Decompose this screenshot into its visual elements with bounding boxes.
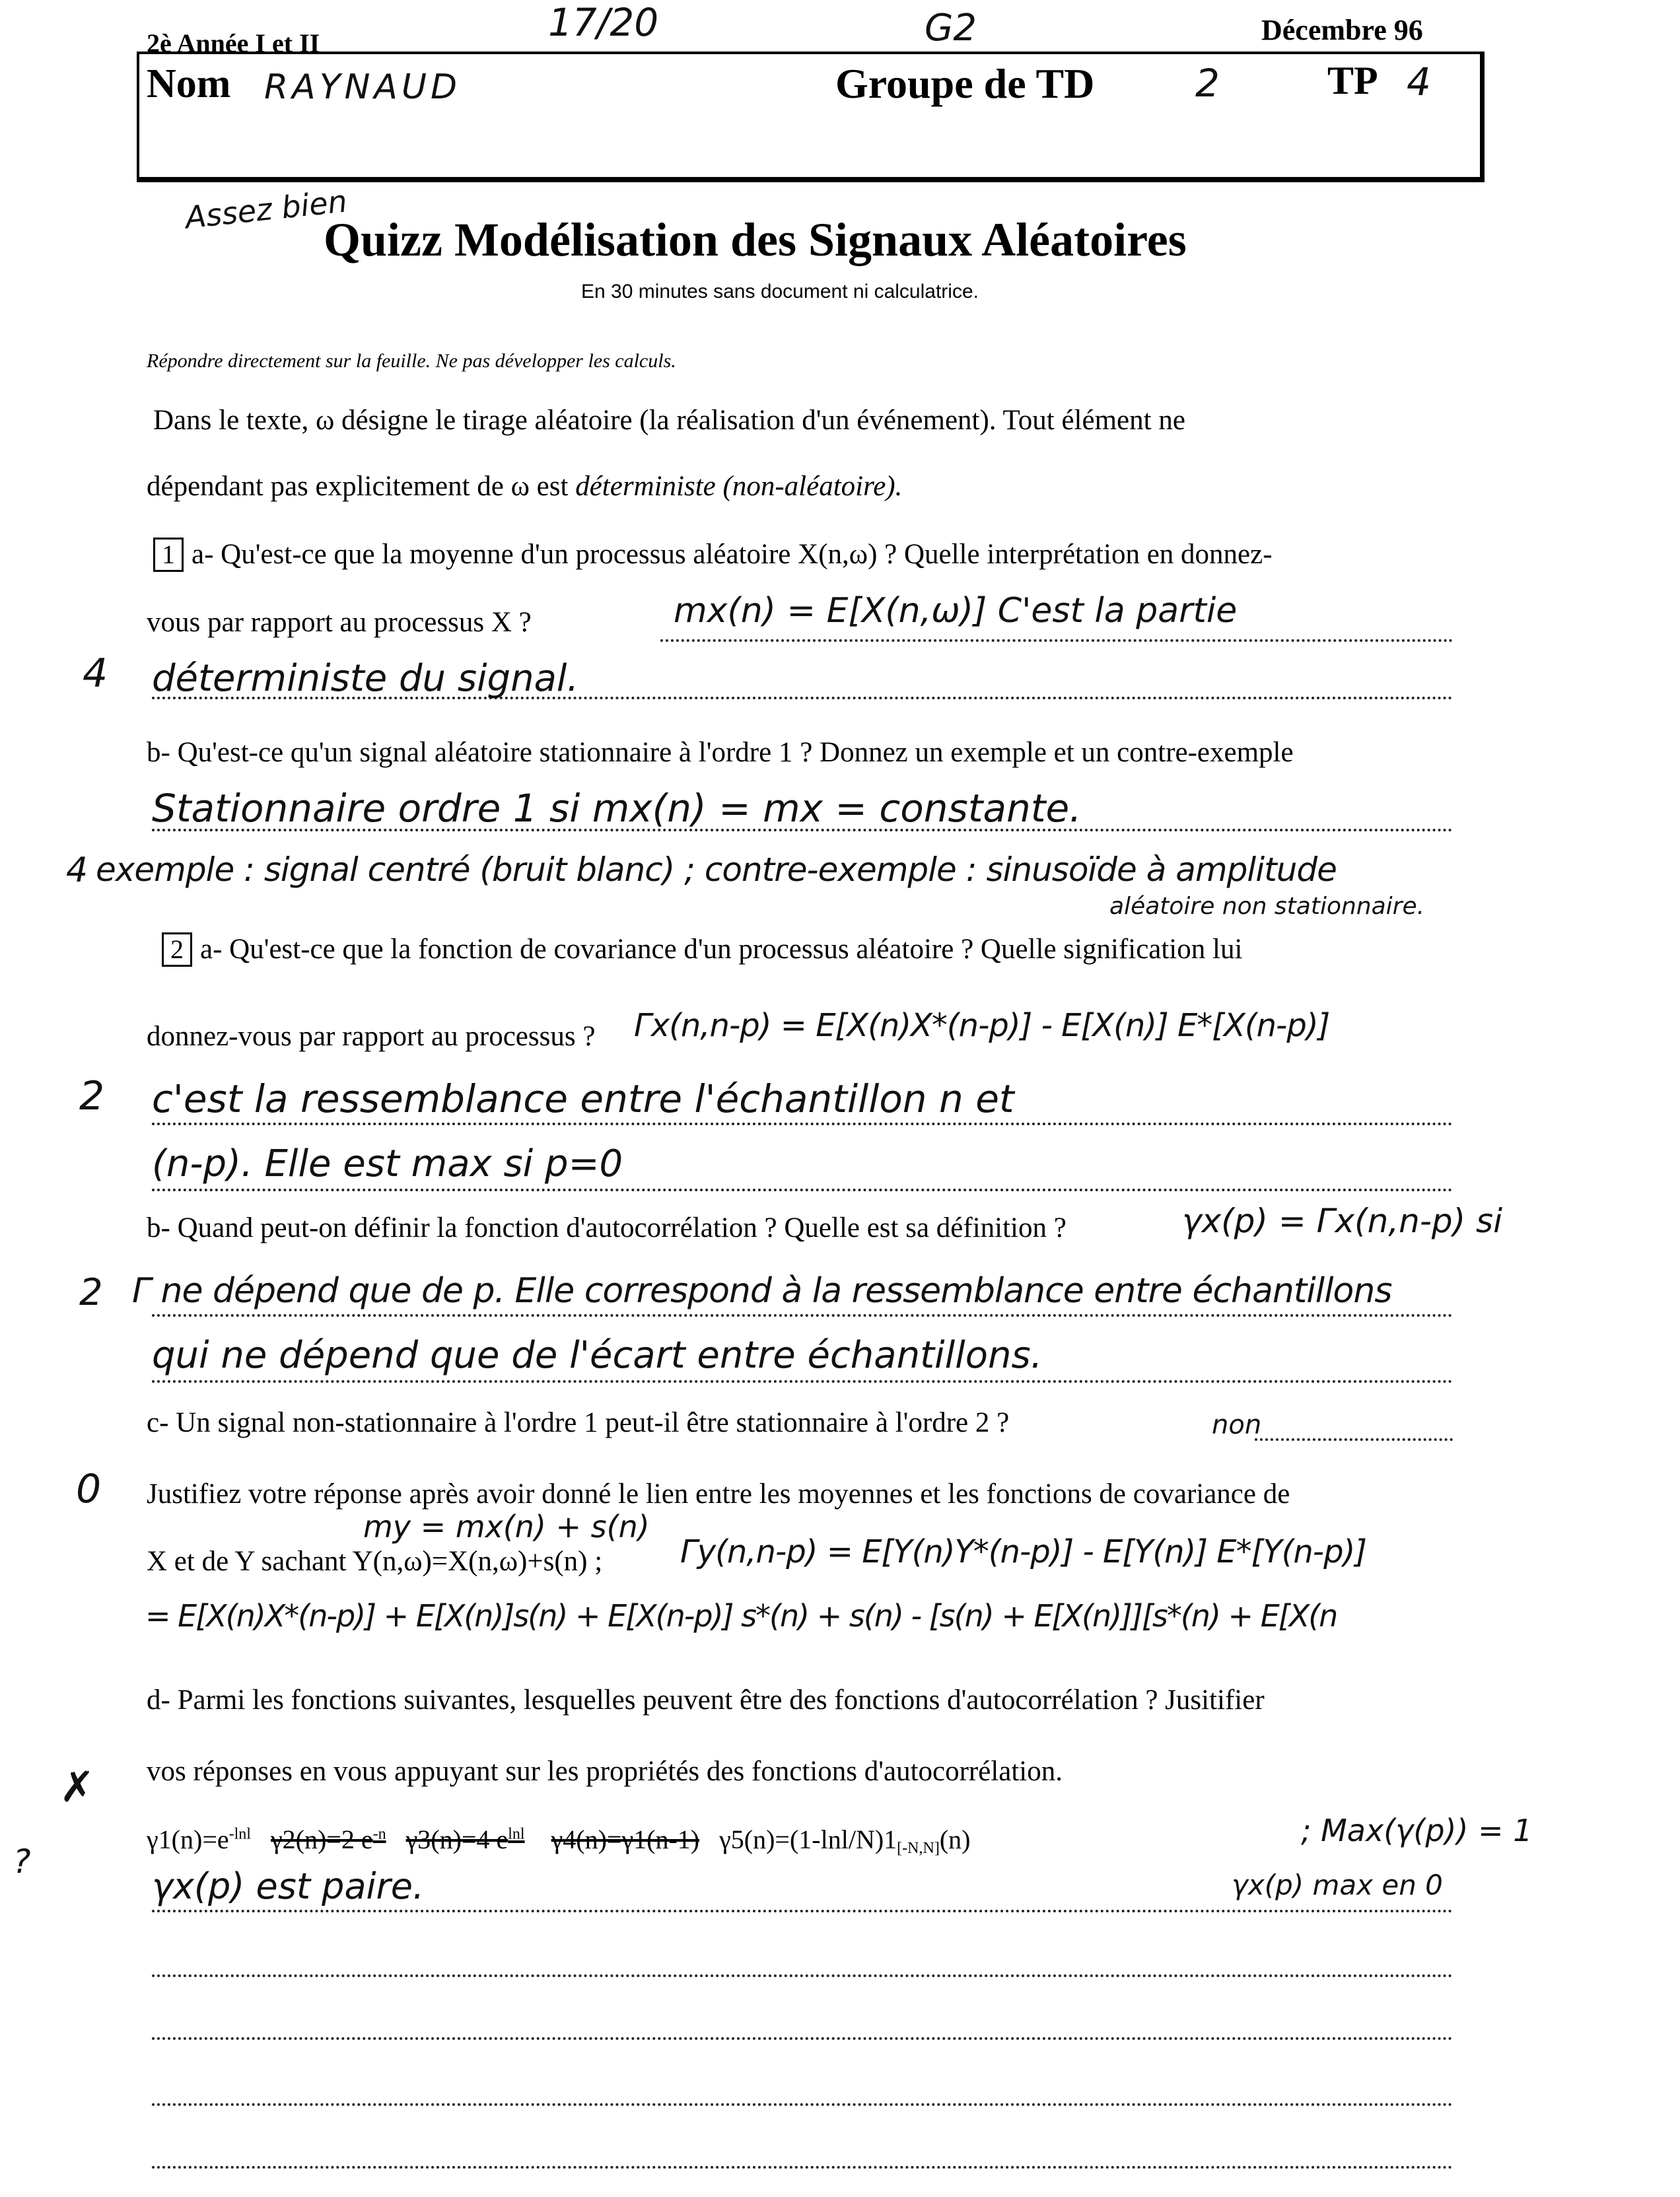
q2a-answer-0: Γx(n,n-p) = E[X(n)X*(n-p)] - E[X(n)] E*[X(n-p)] bbox=[634, 1007, 1330, 1044]
q2d-answer-1b: γx(p) max en 0 bbox=[1232, 1869, 1443, 1901]
answer-line bbox=[152, 1314, 1453, 1317]
q2c-answer-top: my = mx(n) + s(n) bbox=[363, 1509, 650, 1545]
answer-line bbox=[152, 1380, 1453, 1383]
score-mark: 17/20 bbox=[548, 0, 659, 45]
nom-value: RAYNAUD bbox=[264, 67, 462, 107]
q1a-answer-2: déterministe du signal. bbox=[152, 657, 579, 700]
subtitle: En 30 minutes sans document ni calculatrice. bbox=[581, 281, 979, 302]
answer-line bbox=[152, 2103, 1453, 2106]
q1a-mark: 4 bbox=[83, 650, 108, 697]
q1a-text: 1 a- Qu'est-ce que la moyenne d'un processus aléatoire X(n,ω) ? Quelle interprétation en donnez- bbox=[153, 538, 1273, 572]
q2a-text: 2 a- Qu'est-ce que la fonction de covariance d'un processus aléatoire ? Quelle signification lui bbox=[162, 932, 1242, 967]
q2a-answer-2: (n-p). Elle est max si p=0 bbox=[152, 1142, 623, 1185]
q1-number: 1 bbox=[153, 538, 184, 572]
answer-line bbox=[152, 1123, 1453, 1125]
q2a-mark: 2 bbox=[79, 1073, 105, 1119]
q2c-answer-1: Γy(n,n-p) = E[Y(n)Y*(n-p)] - E[Y(n)] E*[Y(n-p)] bbox=[680, 1533, 1367, 1570]
q2b-text: b- Quand peut-on définir la fonction d'autocorrélation ? Quelle est sa définition ? bbox=[147, 1212, 1067, 1243]
tp-label: TP bbox=[1327, 59, 1378, 102]
q2a-answer-1: c'est la ressemblance entre l'échantillon n et bbox=[152, 1076, 1014, 1121]
q2b-mark: 2 bbox=[79, 1271, 103, 1314]
year-label: 2è Année I et II bbox=[147, 28, 320, 58]
q2b-answer-1: Γ ne dépend que de p. Elle correspond à la ressemblance entre échantillons bbox=[132, 1271, 1392, 1311]
q1b-answer-1: Stationnaire ordre 1 si mx(n) = mx = constante. bbox=[152, 786, 1082, 831]
q2-number: 2 bbox=[162, 932, 192, 967]
tp-value: 4 bbox=[1407, 59, 1431, 104]
q2d-text: d- Parmi les fonctions suivantes, lesquelles peuvent être des fonctions d'autocorrélation ? Jusitifier bbox=[147, 1685, 1265, 1716]
intro-line-2: dépendant pas explicitement de ω est déterministe (non-aléatoire). bbox=[147, 471, 903, 502]
q1b-text: b- Qu'est-ce qu'un signal aléatoire stationnaire à l'ordre 1 ? Donnez un exemple et un contre-exemple bbox=[147, 737, 1294, 768]
answer-line bbox=[152, 1974, 1453, 1977]
q2c-text: c- Un signal non-stationnaire à l'ordre 1 peut-il être stationnaire à l'ordre 2 ? bbox=[147, 1407, 1010, 1438]
page-title: Quizz Modélisation des Signaux Aléatoires bbox=[324, 213, 1187, 266]
q2c-answer: non bbox=[1212, 1410, 1262, 1440]
q2b-answer-2: qui ne dépend que de l'écart entre échantillons. bbox=[152, 1334, 1043, 1377]
q1a-answer-1: mx(n) = E[X(n,ω)] C'est la partie bbox=[674, 591, 1238, 631]
intro-line-1: Dans le texte, ω désigne le tirage aléatoire (la réalisation d'un événement). Tout élément ne bbox=[153, 405, 1185, 436]
answer-line bbox=[152, 2166, 1453, 2169]
answer-line bbox=[152, 1910, 1453, 1912]
q2d-mark: ? bbox=[13, 1842, 31, 1881]
q2c-text-2: Justifiez votre réponse après avoir donné le lien entre les moyennes et les fonctions de covariance de bbox=[147, 1479, 1290, 1510]
q2a-text-2: donnez-vous par rapport au processus ? bbox=[147, 1021, 596, 1052]
q1b-answer-2: exemple : signal centré (bruit blanc) ; contre-exemple : sinusoïde à amplitude bbox=[96, 851, 1337, 889]
q2c-text-3: X et de Y sachant Y(n,ω)=X(n,ω)+s(n) ; bbox=[147, 1546, 603, 1577]
q2d-answer-0: ; Max(γ(p)) = 1 bbox=[1301, 1813, 1533, 1848]
remark: Assez bien bbox=[183, 183, 349, 236]
q2d-stroke-mark: ✗ bbox=[59, 1763, 95, 1812]
answer-line bbox=[152, 1189, 1453, 1191]
q2c-answer-2: = E[X(n)X*(n-p)] + E[X(n)]s(n) + E[X(n-p)] s*(n) + s(n) - [s(n) + E[X(n)]][s*(n) + E[X(n bbox=[145, 1598, 1337, 1634]
q1a-text-2: vous par rapport au processus X ? bbox=[147, 607, 532, 638]
nom-label: Nom bbox=[147, 61, 231, 106]
q2b-answer-0: γx(p) = Γx(n,n-p) si bbox=[1182, 1202, 1502, 1240]
answer-line bbox=[1255, 1438, 1453, 1441]
q2d-answer-1: γx(p) est paire. bbox=[152, 1866, 425, 1907]
q1b-mark: 4 bbox=[66, 851, 88, 890]
q1b-answer-3: aléatoire non stationnaire. bbox=[1109, 893, 1425, 920]
group-code: G2 bbox=[925, 7, 977, 50]
groupe-value: 2 bbox=[1195, 61, 1220, 106]
q2d-text-2: vos réponses en vous appuyant sur les propriétés des fonctions d'autocorrélation. bbox=[147, 1756, 1063, 1787]
instruction: Répondre directement sur la feuille. Ne pas développer les calculs. bbox=[147, 350, 676, 372]
groupe-label: Groupe de TD bbox=[835, 60, 1095, 107]
answer-line bbox=[152, 2037, 1453, 2040]
q2d-functions: $\gamma 1(n)=e^{-lnl}$ γ2(n)=2 $e^{-n}$ γ3(n)=4 $e^{lnl}$ γ4(n)=γ1(n-1) $\gamma 5(n)=(1-\ln l/N)1_{[-N,N]}(n)$ bbox=[147, 1825, 971, 1858]
answer-line bbox=[660, 639, 1453, 642]
q2c-mark: 0 bbox=[76, 1466, 102, 1512]
date-label: Décembre 96 bbox=[1261, 14, 1423, 46]
